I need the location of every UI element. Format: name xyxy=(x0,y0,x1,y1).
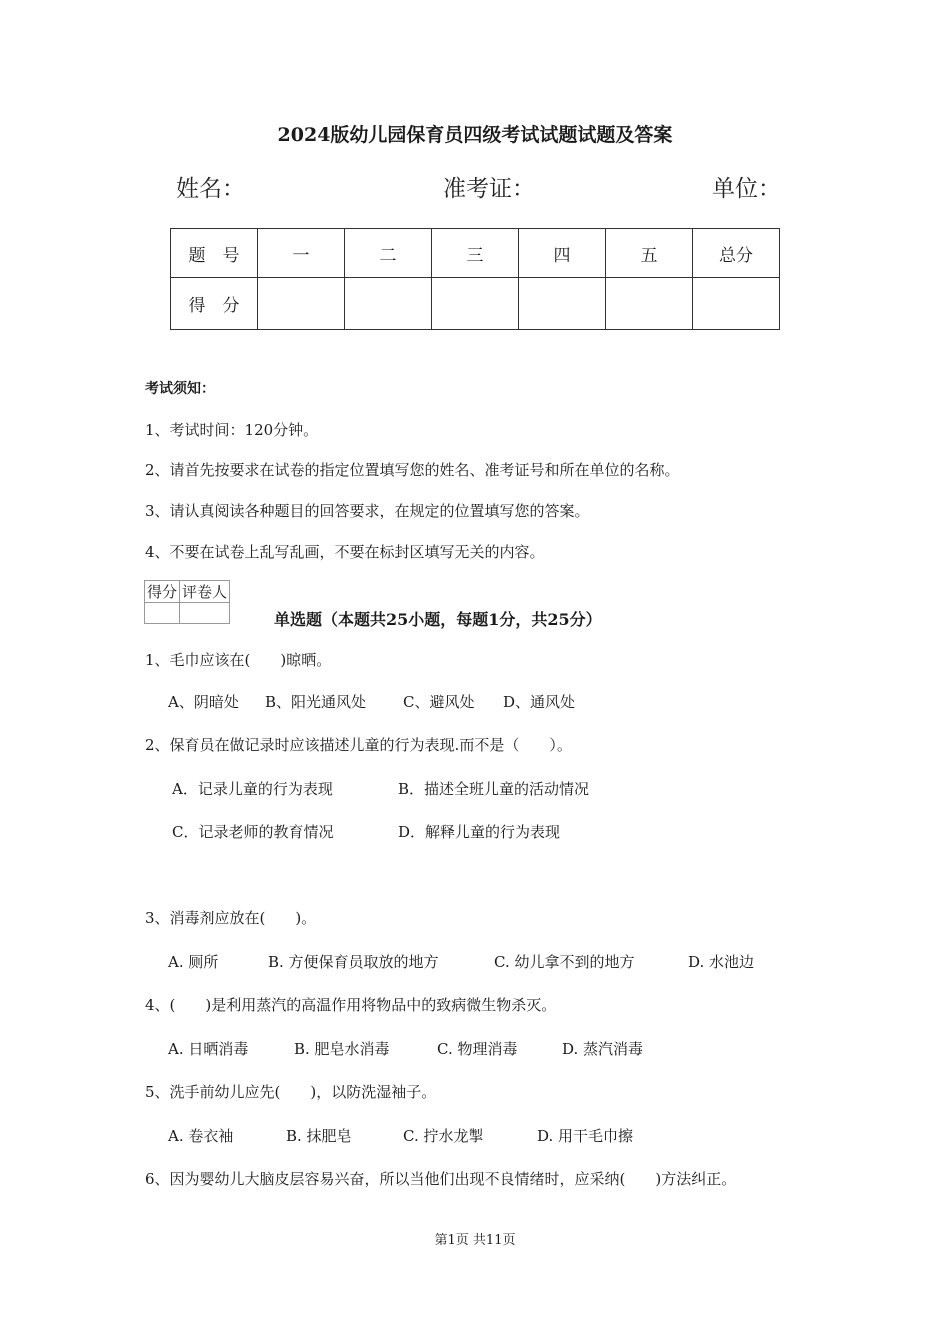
grader-name-label: 评卷人 xyxy=(180,581,230,603)
ticket-field-label: 准考证： xyxy=(443,176,535,202)
score-header-cell: 四 xyxy=(519,229,606,278)
question-stem: 1、毛巾应该在( )晾晒。 xyxy=(145,651,332,669)
score-header-cell: 三 xyxy=(432,229,519,278)
option-a: A. 日晒消毒 xyxy=(168,1040,249,1058)
question-stem: 4、( )是利用蒸汽的高温作用将物品中的致病微生物杀灭。 xyxy=(145,996,557,1014)
option-a: A、阴暗处 xyxy=(168,693,239,711)
option-c: C．记录老师的教育情况 xyxy=(172,823,334,841)
page-footer: 第1页 共11页 xyxy=(434,1233,516,1248)
question-stem: 6、因为婴幼儿大脑皮层容易兴奋，所以当他们出现不良情绪时，应采纳( )方法纠正。 xyxy=(145,1170,737,1188)
grader-table xyxy=(144,580,230,624)
notice-item: 4、不要在试卷上乱写乱画，不要在标封区填写无关的内容。 xyxy=(145,543,545,561)
score-input-cell[interactable] xyxy=(519,278,606,330)
score-table-header-row xyxy=(171,229,780,278)
score-input-cell[interactable] xyxy=(258,278,345,330)
grader-name-cell[interactable] xyxy=(180,603,230,624)
score-input-cell[interactable] xyxy=(345,278,432,330)
notice-item: 2、请首先按要求在试卷的指定位置填写您的姓名、准考证号和所在单位的名称。 xyxy=(145,461,680,479)
score-input-cell[interactable] xyxy=(606,278,693,330)
question-stem: 5、洗手前幼儿应先( )，以防洗湿袖子。 xyxy=(145,1083,437,1101)
score-header-cell: 二 xyxy=(345,229,432,278)
question-stem: 3、消毒剂应放在( )。 xyxy=(145,909,317,927)
document-title: 2024版幼儿园保育员四级考试试题试题及答案 xyxy=(277,124,673,146)
score-header-cell: 一 xyxy=(258,229,345,278)
notice-item: 1、考试时间：120分钟。 xyxy=(145,421,319,439)
option-b: B. 抹肥皂 xyxy=(286,1127,352,1145)
option-c: C. 拧水龙掣 xyxy=(403,1127,484,1145)
option-b: B. 方便保育员取放的地方 xyxy=(268,953,439,971)
name-field-label: 姓名： xyxy=(176,176,245,202)
section-title: 单选题（本题共25小题，每题1分，共25分） xyxy=(274,610,602,629)
option-c: C. 物理消毒 xyxy=(437,1040,518,1058)
option-b: B、阳光通风处 xyxy=(265,693,367,711)
option-d: D. 用干毛巾擦 xyxy=(537,1127,634,1145)
option-a: A．记录儿童的行为表现 xyxy=(172,780,333,798)
score-input-cell[interactable] xyxy=(693,278,780,330)
notice-item: 3、请认真阅读各种题目的回答要求，在规定的位置填写您的答案。 xyxy=(145,502,590,520)
grader-score-cell[interactable] xyxy=(145,603,180,624)
score-header-cell: 总分 xyxy=(693,229,780,278)
score-input-cell[interactable] xyxy=(432,278,519,330)
score-table-value-row xyxy=(171,278,780,330)
grader-score-label: 得分 xyxy=(145,581,180,603)
score-table xyxy=(170,228,780,330)
option-c: C. 幼儿拿不到的地方 xyxy=(494,953,635,971)
option-d: D. 蒸汽消毒 xyxy=(562,1040,644,1058)
option-d: D．解释儿童的行为表现 xyxy=(398,823,561,841)
score-header-cell: 五 xyxy=(606,229,693,278)
question-stem: 2、保育员在做记录时应该描述儿童的行为表现.而不是（ ）。 xyxy=(145,736,572,754)
option-b: B. 肥皂水消毒 xyxy=(294,1040,390,1058)
option-d: D、通风处 xyxy=(503,693,576,711)
score-row-label: 得 分 xyxy=(171,278,258,330)
notice-heading: 考试须知： xyxy=(145,381,215,397)
option-b: B．描述全班儿童的活动情况 xyxy=(398,780,590,798)
score-header-cell: 题 号 xyxy=(171,229,258,278)
option-a: A. 卷衣袖 xyxy=(168,1127,234,1145)
unit-field-label: 单位： xyxy=(712,176,781,202)
option-d: D. 水池边 xyxy=(688,953,755,971)
option-a: A. 厕所 xyxy=(168,953,219,971)
option-c: C、避风处 xyxy=(403,693,475,711)
